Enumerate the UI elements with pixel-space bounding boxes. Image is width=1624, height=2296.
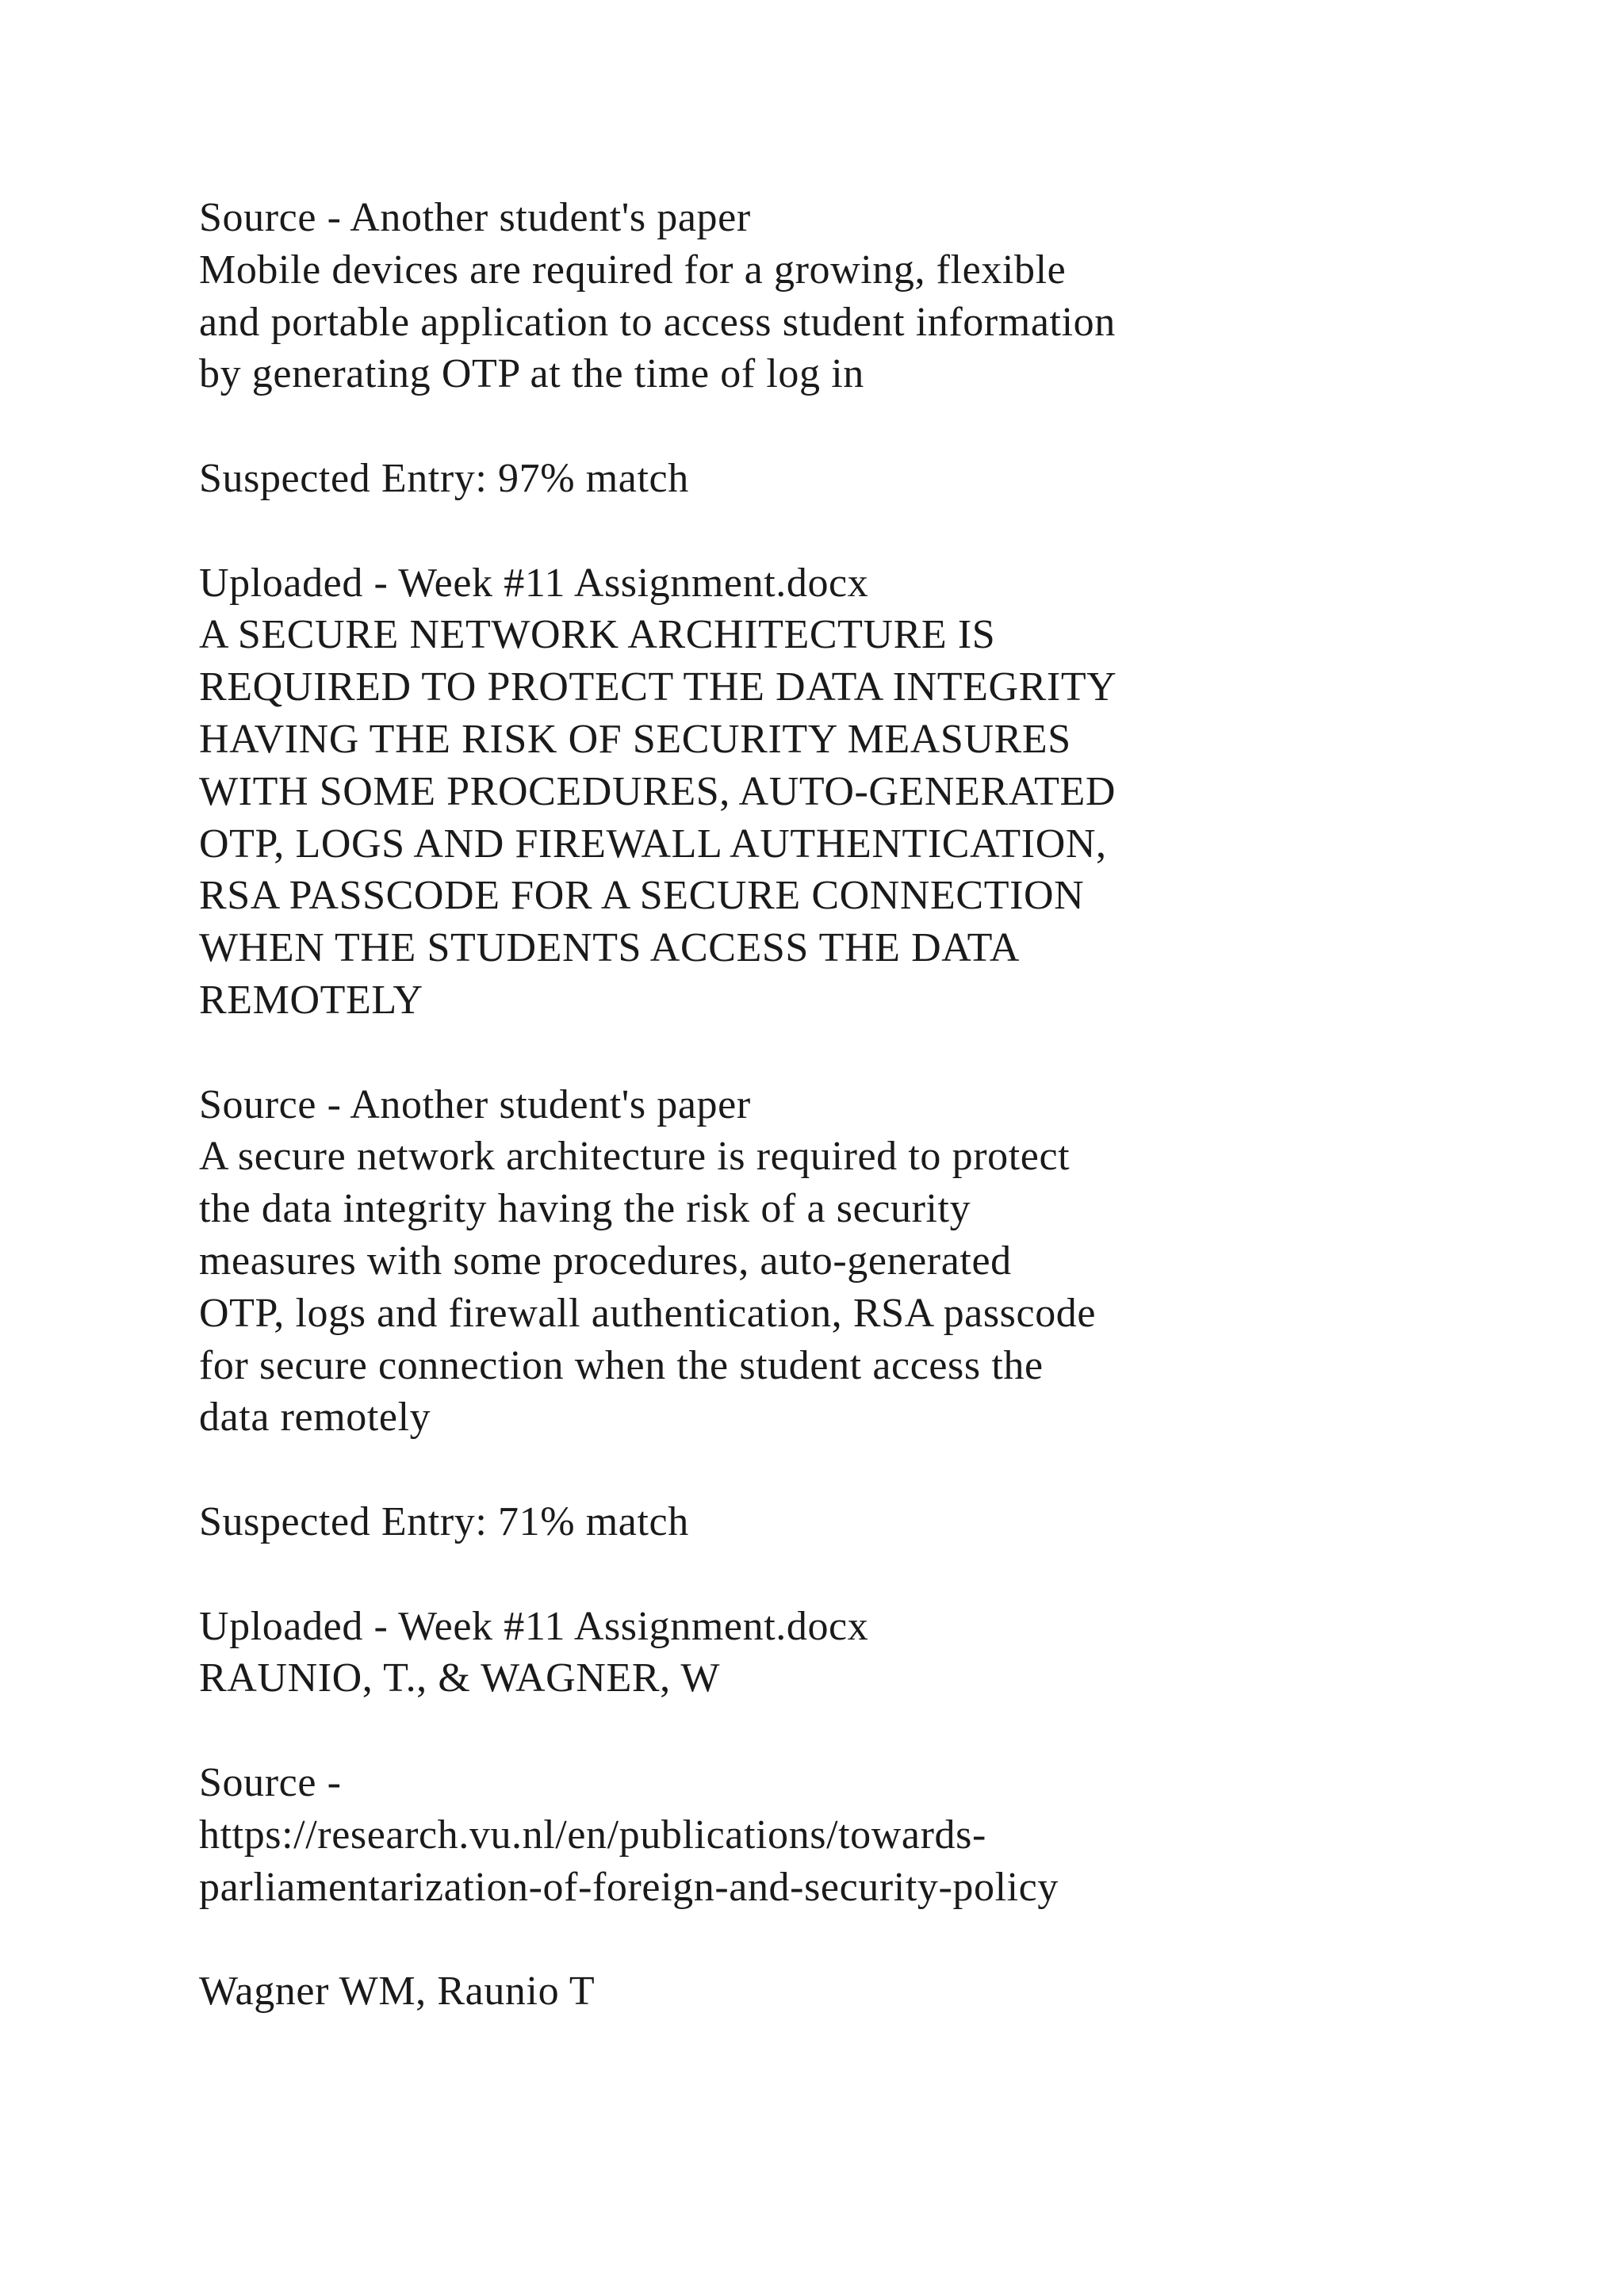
uploaded-text-line: REMOTELY: [199, 977, 423, 1023]
uploaded-text-line: RSA PASSCODE FOR A SECURE CONNECTION: [199, 873, 1085, 919]
uploaded-text-line: HAVING THE RISK OF SECURITY MEASURES: [199, 716, 1071, 762]
paragraph-gap: [199, 1705, 1468, 1757]
source-text-line: Mobile devices are required for a growing, flexible: [199, 247, 1067, 293]
source-text-line: and portable application to access student information: [199, 299, 1116, 345]
source-text-line: A secure network architecture is required to protect: [199, 1134, 1071, 1180]
source-text-line: by generating OTP at the time of log in: [199, 351, 864, 397]
uploaded-text-line: REQUIRED TO PROTECT THE DATA INTEGRITY: [199, 664, 1117, 710]
uploaded-text-line: WHEN THE STUDENTS ACCESS THE DATA: [199, 925, 1020, 971]
uploaded-text-line: A SECURE NETWORK ARCHITECTURE IS: [199, 612, 996, 658]
paragraph-gap: [199, 505, 1468, 557]
source-text-line: data remotely: [199, 1395, 431, 1441]
match-percentage: Suspected Entry: 97% match: [199, 455, 689, 501]
source-text-line: for secure connection when the student access the: [199, 1342, 1044, 1388]
source-url-line: parliamentarization-of-foreign-and-security-policy: [199, 1864, 1059, 1910]
match-percentage: Suspected Entry: 71% match: [199, 1498, 689, 1544]
uploaded-text-line: WITH SOME PROCEDURES, AUTO-GENERATED: [199, 768, 1116, 814]
uploaded-text-line: RAUNIO, T., & WAGNER, W: [199, 1655, 721, 1701]
document-page: [199, 192, 1468, 2018]
source-text-line: the data integrity having the risk of a security: [199, 1186, 971, 1232]
source-label: Source -: [199, 1759, 342, 1805]
source-label: Source - Another student's paper: [199, 1081, 751, 1127]
source-text-line: measures with some procedures, auto-generated: [199, 1238, 1012, 1284]
paragraph-gap: [199, 400, 1468, 453]
uploaded-label: Uploaded - Week #11 Assignment.docx: [199, 560, 869, 606]
source-url-line: https://research.vu.nl/en/publications/towards-: [199, 1812, 986, 1858]
source-text-line: OTP, logs and firewall authentication, RSA passcode: [199, 1290, 1097, 1336]
source-label: Source - Another student's paper: [199, 195, 751, 240]
uploaded-text-line: OTP, LOGS AND FIREWALL AUTHENTICATION,: [199, 821, 1107, 867]
author-line: Wagner WM, Raunio T: [199, 1969, 596, 2015]
uploaded-label: Uploaded - Week #11 Assignment.docx: [199, 1603, 869, 1649]
paragraph-gap: [199, 1913, 1468, 1965]
paragraph-gap: [199, 1027, 1468, 1079]
paragraph-gap: [199, 1548, 1468, 1601]
paragraph-gap: [199, 1444, 1468, 1496]
